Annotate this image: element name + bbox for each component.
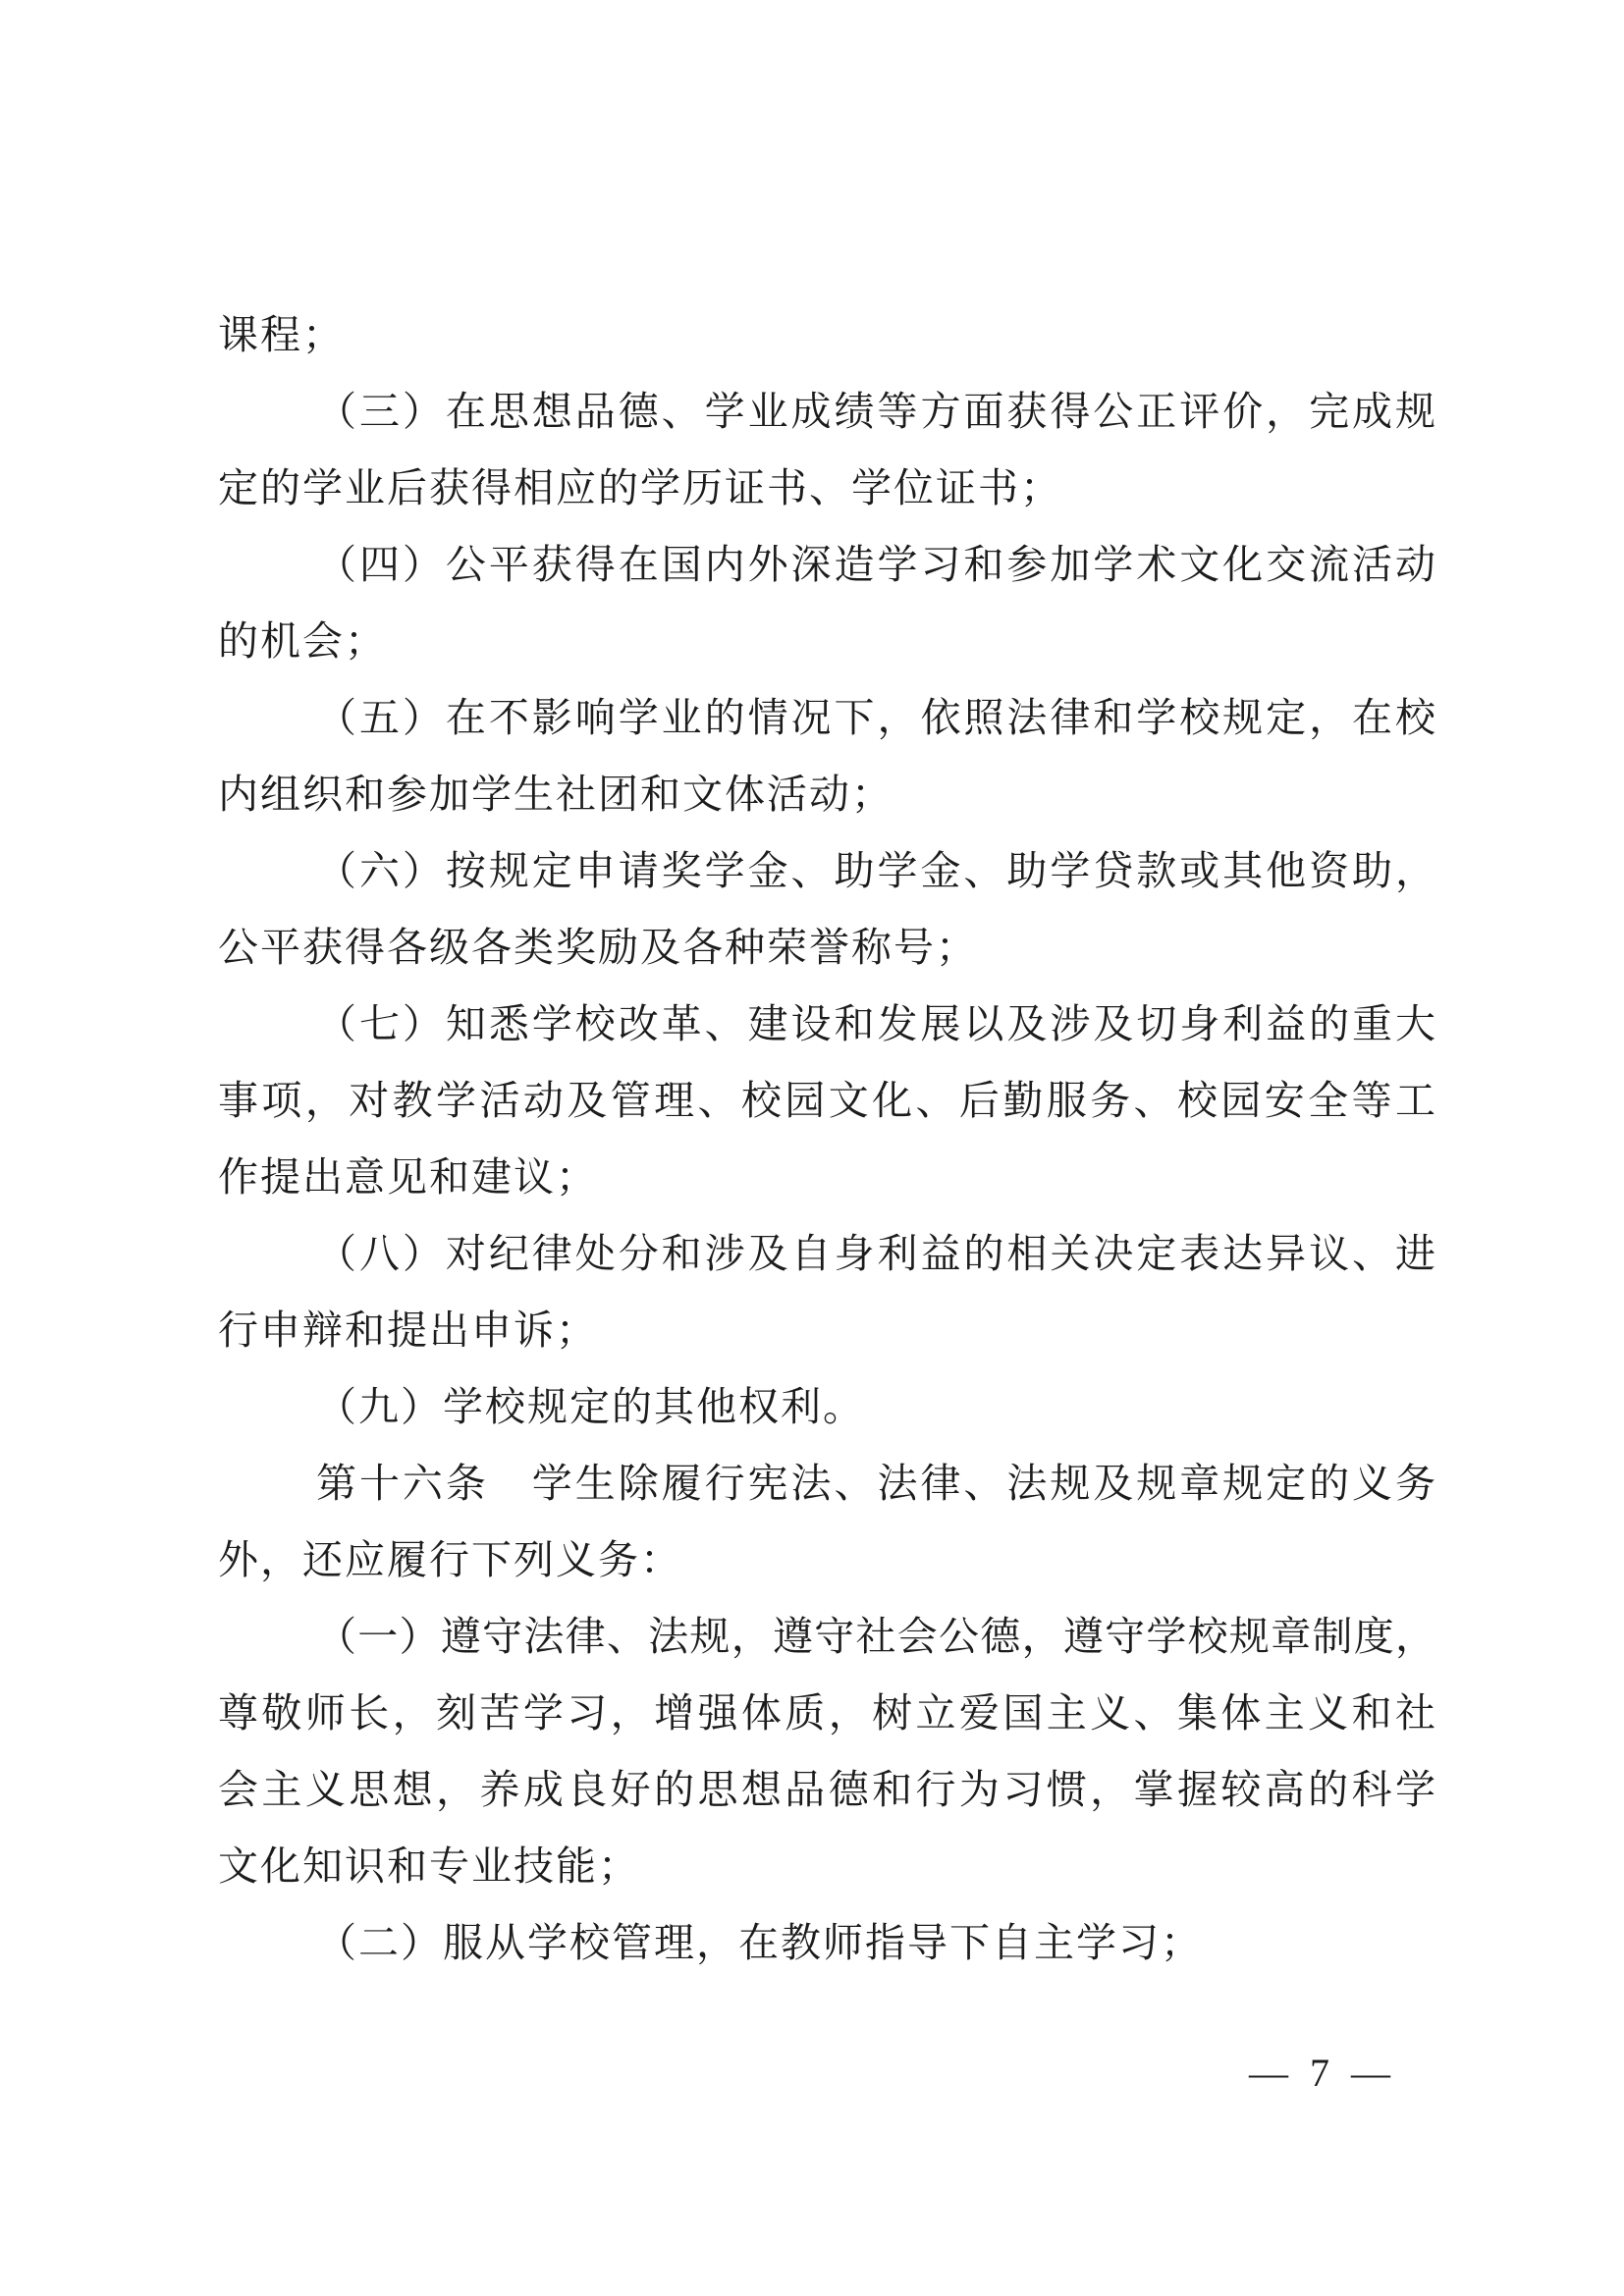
text-line: （七）知悉学校改革、建设和发展以及涉及切身利益的重大 [316, 1001, 1435, 1046]
text-line: （六）按规定申请奖学金、助学金、助学贷款或其他资助， [316, 848, 1435, 893]
text-line: 文化知识和专业技能； [218, 1843, 640, 1889]
text-line: （九）学校规定的其他权利。 [316, 1384, 865, 1429]
text-line: 作提出意见和建议； [218, 1154, 598, 1200]
text-line: 事项，对教学活动及管理、校园文化、后勤服务、校园安全等工 [218, 1078, 1435, 1123]
text-line: 尊敬师长，刻苦学习，增强体质，树立爱国主义、集体主义和社 [218, 1690, 1435, 1735]
page-number: — 7 — [1249, 2051, 1396, 2095]
text-line: （三）在思想品德、学业成绩等方面获得公正评价，完成规 [316, 389, 1435, 434]
text-line: 外，还应履行下列义务： [218, 1537, 682, 1582]
text-line: 的机会； [218, 618, 387, 664]
text-line: 第十六条 学生除履行宪法、法律、法规及规章规定的义务 [316, 1461, 1435, 1506]
text-line: 内组织和参加学生社团和文体活动； [218, 772, 893, 817]
text-line: 行申辩和提出申诉； [218, 1308, 598, 1353]
text-line: （一）遵守法律、法规，遵守社会公德，遵守学校规章制度， [316, 1614, 1435, 1659]
text-line: 课程； [218, 312, 345, 357]
text-line: （二）服从学校管理，在教师指导下自主学习； [316, 1920, 1203, 1965]
text-line: （五）在不影响学业的情况下，依照法律和学校规定，在校 [316, 695, 1435, 740]
text-line: 会主义思想，养成良好的思想品德和行为习惯，掌握较高的科学 [218, 1767, 1435, 1812]
text-line: （四）公平获得在国内外深造学习和参加学术文化交流活动 [316, 542, 1435, 587]
text-line: 公平获得各级各类奖励及各种荣誉称号； [218, 925, 978, 970]
document-body [218, 296, 1435, 1981]
text-line: （八）对纪律处分和涉及自身利益的相关决定表达异议、进 [316, 1231, 1435, 1276]
text-line: 定的学业后获得相应的学历证书、学位证书； [218, 465, 1062, 510]
